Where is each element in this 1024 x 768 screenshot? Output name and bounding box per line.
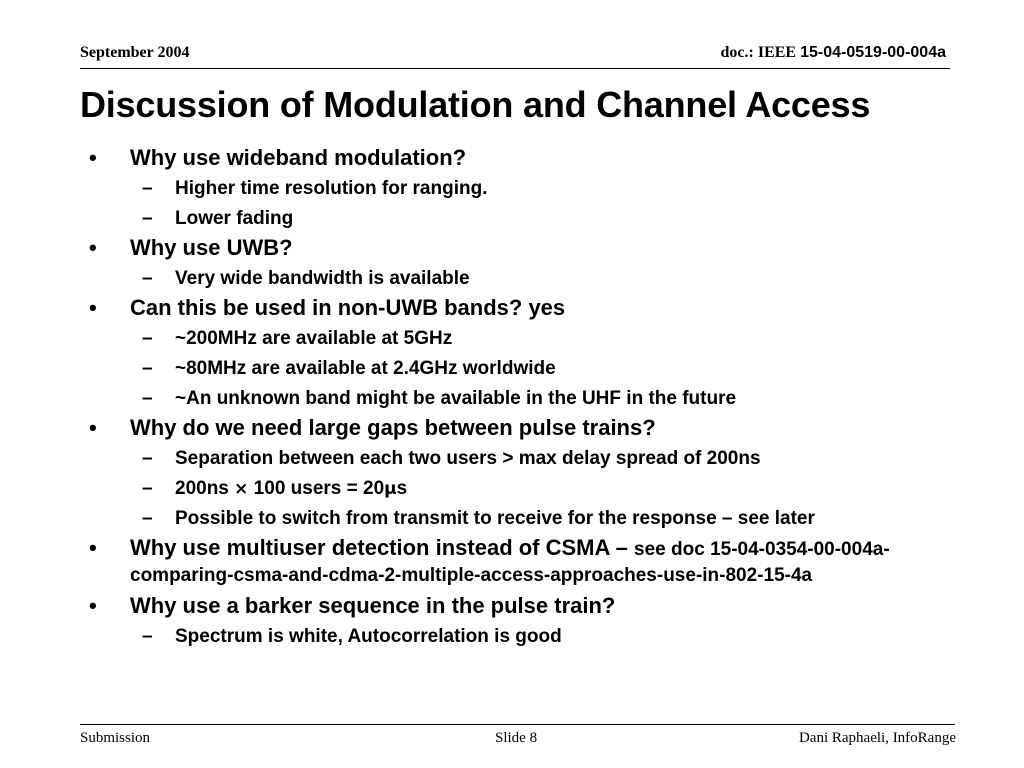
sub-bullet-text: Higher time resolution for ranging. [175, 178, 488, 199]
bullet-item [80, 416, 940, 440]
sub-bullet-item-calc [80, 478, 940, 500]
sub-bullet-item [80, 508, 940, 530]
sub-bullet-text: Very wide bandwidth is available [175, 268, 470, 289]
mu-symbol: μ [384, 479, 397, 499]
bullet-text: Why use UWB? [130, 235, 293, 260]
sub-bullet-text: Spectrum is white, Autocorrelation is good [175, 626, 562, 647]
calc-part1: 200ns [175, 478, 235, 499]
dash-glyph: – [142, 478, 153, 499]
sub-bullet-text: Separation between each two users > max delay spread of 200ns [175, 448, 761, 469]
bullet-glyph: • [89, 295, 97, 320]
header-rule [80, 68, 950, 69]
bullet-item [80, 594, 940, 618]
sub-bullet-item [80, 268, 940, 290]
sub-bullet-item [80, 358, 940, 380]
calc-part2: 100 users = 20 [248, 478, 385, 499]
bullet-glyph: • [89, 145, 97, 170]
dash-glyph: – [142, 208, 153, 229]
header-doc-number: 15-04-0519-00-004a [800, 44, 946, 61]
sub-bullet-item [80, 178, 940, 200]
sub-bullet-text: ~200MHz are available at 5GHz [175, 328, 453, 349]
bullet-glyph: • [89, 593, 97, 618]
bullet-text: Why use a barker sequence in the pulse train? [130, 593, 616, 618]
bullet-item [80, 236, 940, 260]
sub-bullet-text: Lower fading [175, 208, 294, 229]
sub-bullet-text: ~An unknown band might be available in the UHF in the future [175, 388, 737, 409]
dash-glyph: – [142, 626, 153, 647]
footer-rule [80, 724, 955, 725]
bullet-list [80, 140, 940, 648]
footer-slide-number: Slide 8 [495, 730, 538, 746]
header-doc-id [721, 44, 946, 62]
bullet-item [80, 536, 940, 588]
dash-glyph: – [142, 328, 153, 349]
sub-bullet-item [80, 388, 940, 410]
doc-reference-text: see doc 15-04-0354-00-004a-comparing-csma-and-cdma-2-multiple-access-approaches-use-in-802-15-4a [130, 539, 890, 586]
header-date: September 2004 [80, 44, 190, 61]
bullet-glyph: • [89, 535, 97, 560]
sub-bullet-item [80, 208, 940, 230]
bullet-item [80, 296, 940, 320]
footer-author: Dani Raphaeli, InfoRange [798, 730, 956, 746]
sub-bullet-text: Possible to switch from transmit to receive for the response – see later [175, 508, 815, 529]
sub-bullet-text: ~80MHz are available at 2.4GHz worldwide [175, 358, 556, 379]
dash-glyph: – [142, 268, 153, 289]
dash-glyph: – [142, 358, 153, 379]
footer-submission: Submission [80, 730, 151, 746]
sub-bullet-item [80, 626, 940, 648]
slide-title: Discussion of Modulation and Channel Access [80, 84, 871, 125]
times-symbol: × [234, 479, 249, 499]
bullet-text: Why use multiuser detection instead of CSMA – [130, 535, 635, 560]
calc-part3: s [396, 478, 408, 499]
bullet-text: Why do we need large gaps between pulse trains? [130, 415, 656, 440]
bullet-text: Why use wideband modulation? [130, 145, 467, 170]
dash-glyph: – [142, 508, 153, 529]
dash-glyph: – [142, 448, 153, 469]
bullet-text: Can this be used in non-UWB bands? yes [130, 295, 566, 320]
header-doc-prefix: doc.: IEEE [720, 44, 801, 61]
sub-bullet-item [80, 328, 940, 350]
dash-glyph: – [142, 388, 153, 409]
bullet-item [80, 146, 940, 170]
bullet-glyph: • [89, 415, 97, 440]
sub-bullet-item [80, 448, 940, 470]
bullet-glyph: • [89, 235, 97, 260]
dash-glyph: – [142, 178, 153, 199]
